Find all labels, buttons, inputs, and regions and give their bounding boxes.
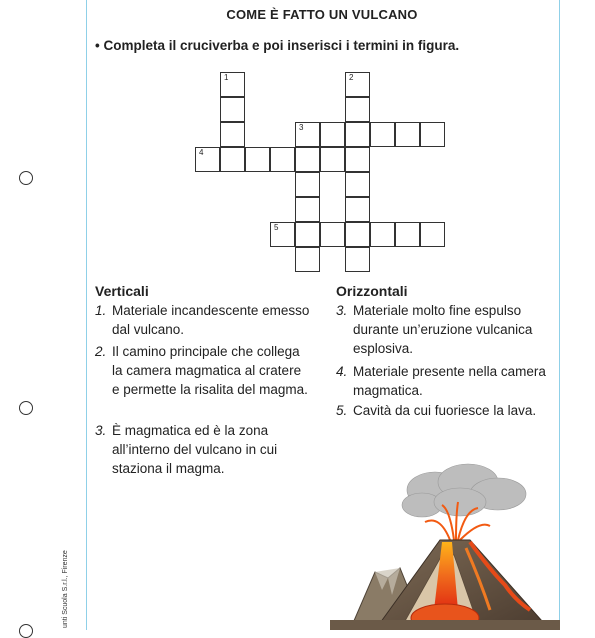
clue-number: 3. <box>95 423 107 438</box>
crossword-cell[interactable] <box>420 222 445 247</box>
crossword-cell[interactable] <box>345 97 370 122</box>
crossword-cell[interactable] <box>220 72 245 97</box>
crossword-cell[interactable] <box>295 197 320 222</box>
clue-text: Materiale incandescente emesso dal vulcano. <box>112 303 310 337</box>
clue-number: 5 <box>274 223 279 232</box>
clue-text: Materiale presente nella camera magmatica. <box>353 364 546 398</box>
left-margin-line <box>86 0 87 630</box>
clue-number: 3. <box>336 303 348 318</box>
clue-number: 5. <box>336 403 348 418</box>
crossword-cell[interactable] <box>320 122 345 147</box>
clue-orizzontale-5 <box>336 401 554 420</box>
verticali-heading: Verticali <box>95 283 149 299</box>
instruction <box>95 38 459 53</box>
crossword-cell[interactable] <box>245 147 270 172</box>
crossword-cell[interactable] <box>320 222 345 247</box>
crossword-cell[interactable] <box>345 172 370 197</box>
page-title: COME È FATTO UN VULCANO <box>226 7 418 22</box>
crossword-cell[interactable] <box>295 147 320 172</box>
clue-text: È magmatica ed è la zona all’interno del vulcano in cui staziona il magma. <box>112 423 278 476</box>
crossword-cell[interactable] <box>395 122 420 147</box>
clue-number: 1 <box>224 73 229 82</box>
clue-verticale-2 <box>95 342 310 399</box>
binder-hole <box>19 624 33 638</box>
clue-text: Cavità da cui fuoriesce la lava. <box>353 403 537 418</box>
clue-text: Materiale molto fine espulso durante un’eruzione vulcanica esplosiva. <box>353 303 533 356</box>
crossword-cell[interactable] <box>420 122 445 147</box>
clue-number: 4. <box>336 364 348 379</box>
clue-verticale-1 <box>95 301 310 339</box>
bullet: • <box>95 38 100 53</box>
crossword-cell[interactable] <box>345 197 370 222</box>
smoke-cloud <box>402 464 526 517</box>
crossword-cell[interactable] <box>195 147 220 172</box>
crossword-cell[interactable] <box>345 247 370 272</box>
crossword-cell[interactable] <box>395 222 420 247</box>
crossword-cell[interactable] <box>320 147 345 172</box>
crossword-cell[interactable] <box>270 222 295 247</box>
crossword-cell[interactable] <box>345 72 370 97</box>
orizzontali-heading: Orizzontali <box>336 283 408 299</box>
clue-orizzontale-3 <box>336 301 554 358</box>
crossword-cell[interactable] <box>370 122 395 147</box>
crossword-cell[interactable] <box>345 122 370 147</box>
clue-number: 1. <box>95 303 107 318</box>
crossword-cell[interactable] <box>295 247 320 272</box>
crossword-cell[interactable] <box>295 122 320 147</box>
clue-text: Il camino principale che collega la camera magmatica al cratere e permette la risalita del magma. <box>112 344 308 397</box>
crossword-cell[interactable] <box>270 147 295 172</box>
clue-number: 2 <box>349 73 354 82</box>
crossword-cell[interactable] <box>220 147 245 172</box>
volcano-illustration <box>330 460 560 630</box>
crossword-cell[interactable] <box>220 97 245 122</box>
clue-number: 2. <box>95 344 107 359</box>
clue-orizzontale-4 <box>336 362 554 400</box>
clue-number: 3 <box>299 123 304 132</box>
copyright-credit: unti Scuola S.r.l., Firenze <box>62 550 69 628</box>
clue-number: 4 <box>199 148 204 157</box>
clue-verticale-3 <box>95 421 310 478</box>
crossword-cell[interactable] <box>370 222 395 247</box>
binder-hole <box>19 401 33 415</box>
crossword-cell[interactable] <box>345 147 370 172</box>
instruction-text: Completa il cruciverba e poi inserisci i termini in figura. <box>103 38 460 53</box>
ground-strata <box>330 620 560 630</box>
crossword-cell[interactable] <box>220 122 245 147</box>
crossword-cell[interactable] <box>295 222 320 247</box>
crossword-cell[interactable] <box>345 222 370 247</box>
crossword-cell[interactable] <box>295 172 320 197</box>
binder-hole <box>19 171 33 185</box>
